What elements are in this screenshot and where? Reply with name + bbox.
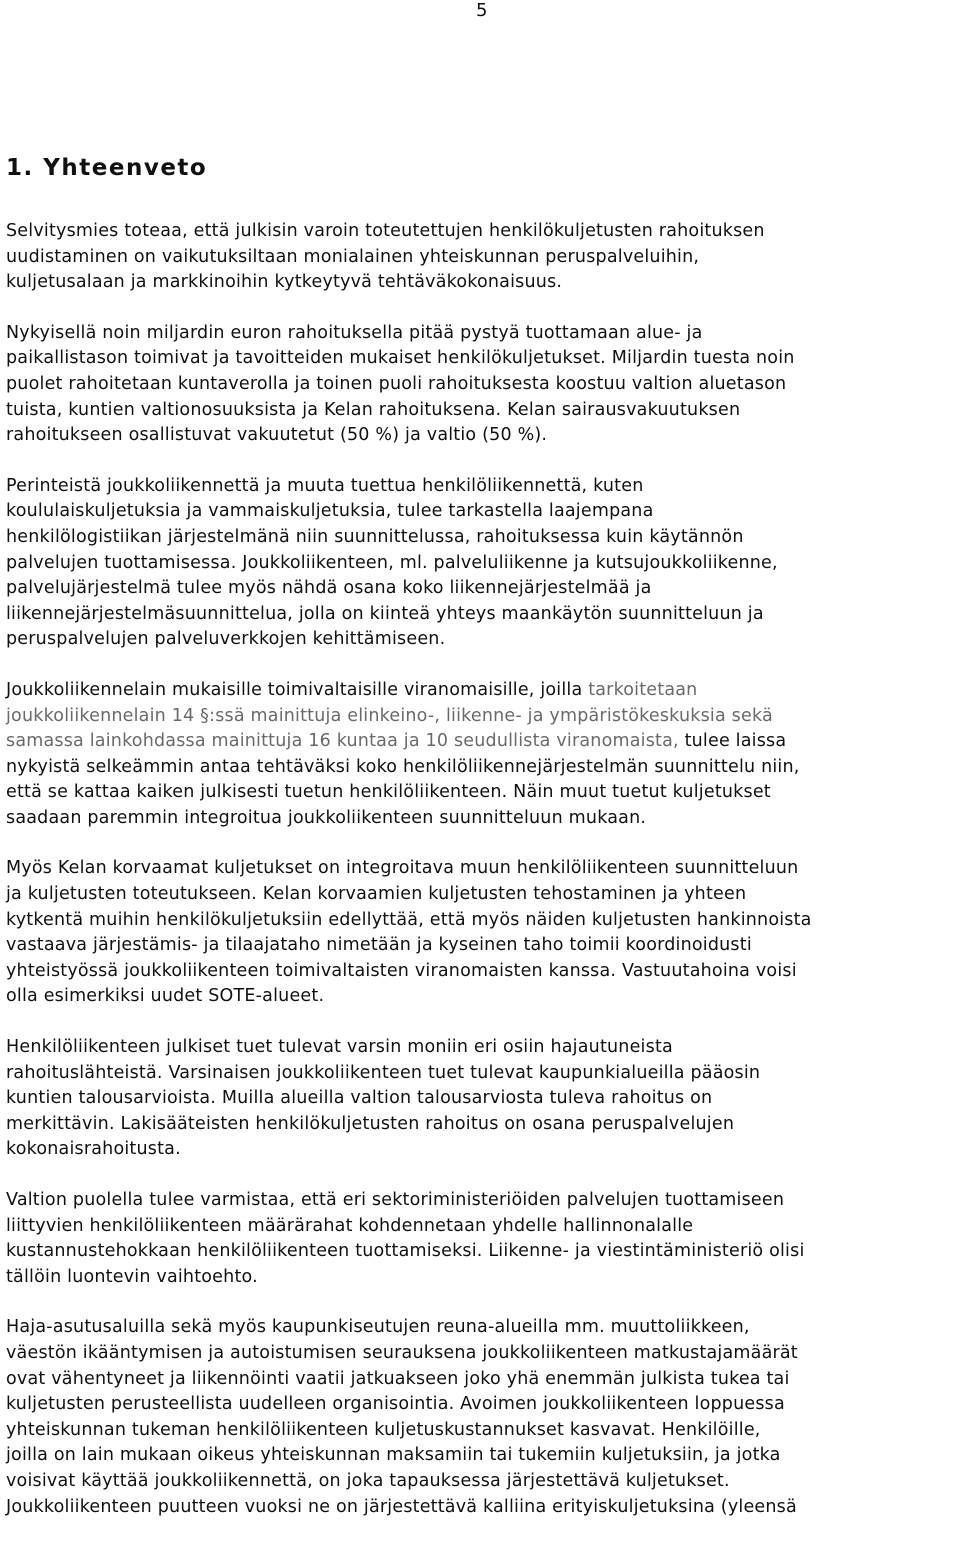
text-line: tällöin luontevin vaihtoehto.	[6, 1266, 258, 1287]
text-line: saadaan paremmin integroitua joukkoliikenteen suunnitteluun mukaan.	[6, 807, 647, 828]
text-line: että se kattaa kaiken julkisesti tuetun henkilöliikenteen. Näin muut tuetut kuljetukset	[6, 782, 771, 803]
text-line: Haja-asutusaluilla sekä myös kaupunkiseutujen reuna-alueilla mm. muuttoliikkeen,	[6, 1317, 750, 1338]
text-line: henkilölogistiikan järjestelmänä niin suunnittelussa, rahoituksessa kuin käytännön	[6, 526, 744, 547]
text-line: kuljetusten perusteellista uudelleen organisointia. Avoimen joukkoliikenteen loppuessa	[6, 1394, 785, 1415]
text-line: vastaava järjestämis- ja tilaajataho nimetään ja kyseinen taho toimii koordinoidusti	[6, 935, 752, 956]
text-line: Henkilöliikenteen julkiset tuet tulevat varsin moniin eri osiin hajautuneista	[6, 1037, 673, 1058]
text-line: liittyvien henkilöliikenteen määrärahat kohdennetaan yhdelle hallinnonalalle	[6, 1215, 694, 1236]
text-line: nykyistä selkeämmin antaa tehtäväksi koko henkilöliikennejärjestelmän suunnittelu niin,	[6, 756, 800, 777]
paragraph-6	[6, 1035, 958, 1163]
section-heading: 1. Yhteenveto	[6, 155, 208, 181]
paragraph-2	[6, 321, 958, 449]
text-line: merkittävin. Lakisääteisten henkilökuljetusten rahoitus on osana peruspalvelujen	[6, 1113, 735, 1134]
text-line: väestön ikääntymisen ja autoistumisen seurauksena joukkoliikenteen matkustajamäärät	[6, 1342, 798, 1363]
text-segment: tulee laissa	[678, 731, 787, 752]
text-line: paikallistason toimivat ja tavoitteiden mukaiset henkilökuljetukset. Miljardin tuesta noin	[6, 348, 795, 369]
text-line: kuljetusalaan ja markkinoihin kytkeytyvä tehtäväkokonaisuus.	[6, 272, 563, 293]
highlighted-text: samassa lainkohdassa mainittuja 16 kuntaa ja 10 seudullista viranomaista,	[6, 731, 679, 752]
document-body	[6, 219, 958, 1545]
text-line: Joukkoliikenteen puutteen vuoksi ne on järjestettävä kalliina erityiskuljetuksina (yleensä	[6, 1496, 797, 1517]
text-line: Perinteistä joukkoliikennettä ja muuta tuettua henkilöliikennettä, kuten	[6, 475, 644, 496]
text-line: uudistaminen on vaikutuksiltaan monialainen yhteiskunnan peruspalveluihin,	[6, 246, 700, 267]
text-line	[6, 729, 958, 755]
highlighted-text-line: joukkoliikennelain 14 §:ssä mainittuja elinkeino-, liikenne- ja ympäristökeskuksia sekä	[6, 705, 773, 726]
text-line: liikennejärjestelmäsuunnittelua, jolla on kiinteä yhteys maankäytön suunnitteluun ja	[6, 603, 764, 624]
text-line: Nykyisellä noin miljardin euron rahoituksella pitää pystyä tuottamaan alue- ja	[6, 322, 703, 343]
text-line: rahoitukseen osallistuvat vakuutetut (50 %) ja valtio (50 %).	[6, 425, 548, 446]
text-line: kokonaisrahoitusta.	[6, 1139, 181, 1160]
text-line: joilla on lain mukaan oikeus yhteiskunnan maksamiin tai tukemiin kuljetuksiin, ja jotka	[6, 1445, 781, 1466]
text-line: kytkentä muihin henkilökuljetuksiin edellyttää, että myös näiden kuljetusten hankinnoista	[6, 909, 812, 930]
paragraph-7	[6, 1188, 958, 1290]
paragraph-4	[6, 678, 958, 832]
text-line: voisivat käyttää joukkoliikennettä, on joka tapauksessa järjestettävä kuljetukset.	[6, 1470, 730, 1491]
text-line	[6, 678, 958, 704]
paragraph-3	[6, 474, 958, 653]
text-line: tuista, kuntien valtionosuuksista ja Kelan rahoituksena. Kelan sairausvakuutuksen	[6, 399, 741, 420]
paragraph-5	[6, 856, 958, 1010]
highlighted-text: tarkoitetaan	[588, 679, 698, 700]
text-line: rahoituslähteistä. Varsinaisen joukkoliikenteen tuet tulevat kaupunkialueilla pääosin	[6, 1062, 761, 1083]
text-line: Myös Kelan korvaamat kuljetukset on integroitava muun henkilöliikenteen suunnitteluun	[6, 858, 799, 879]
text-line: koululaiskuljetuksia ja vammaiskuljetuksia, tulee tarkastella laajempana	[6, 501, 654, 522]
text-line: ja kuljetusten toteutukseen. Kelan korvaamien kuljetusten tehostaminen ja yhteen	[6, 884, 747, 905]
text-line: peruspalvelujen palveluverkkojen kehittämiseen.	[6, 629, 446, 650]
text-line: kustannustehokkaan henkilöliikenteen tuottamiseksi. Liikenne- ja viestintäministeriö olisi	[6, 1241, 805, 1262]
paragraph-8	[6, 1315, 958, 1520]
text-line: kuntien talousarvioista. Muilla alueilla valtion talousarviosta tuleva rahoitus on	[6, 1088, 713, 1109]
text-line: puolet rahoitetaan kuntaverolla ja toinen puoli rahoituksesta koostuu valtion aluetason	[6, 373, 787, 394]
text-line: Valtion puolella tulee varmistaa, että eri sektoriministeriöiden palvelujen tuottamiseen	[6, 1190, 785, 1210]
text-line: palvelujärjestelmä tulee myös nähdä osana koko liikennejärjestelmää ja	[6, 578, 652, 599]
text-line: olla esimerkiksi uudet SOTE-alueet.	[6, 986, 325, 1007]
paragraph-1	[6, 219, 958, 296]
text-line: ovat vähentyneet ja liikennöinti vaatii jatkuakseen joko yhä enemmän julkista tukea tai	[6, 1368, 790, 1389]
text-line: palvelujen tuottamisessa. Joukkoliikenteen, ml. palveluliikenne ja kutsujoukkoliikenne,	[6, 552, 778, 573]
text-line: Selvitysmies toteaa, että julkisin varoin toteutettujen henkilökuljetusten rahoituksen	[6, 221, 765, 241]
text-line: yhteistyössä joukkoliikenteen toimivaltaisten viranomaisten kanssa. Vastuutahoina voisi	[6, 960, 797, 981]
text-line: yhteiskunnan tukeman henkilöliikenteen kuljetuskustannukset kasvavat. Henkilöille,	[6, 1419, 761, 1440]
text-segment: Joukkoliikennelain mukaisille toimivaltaisille viranomaisille, joilla	[6, 679, 589, 700]
page-number: 5	[476, 0, 488, 21]
